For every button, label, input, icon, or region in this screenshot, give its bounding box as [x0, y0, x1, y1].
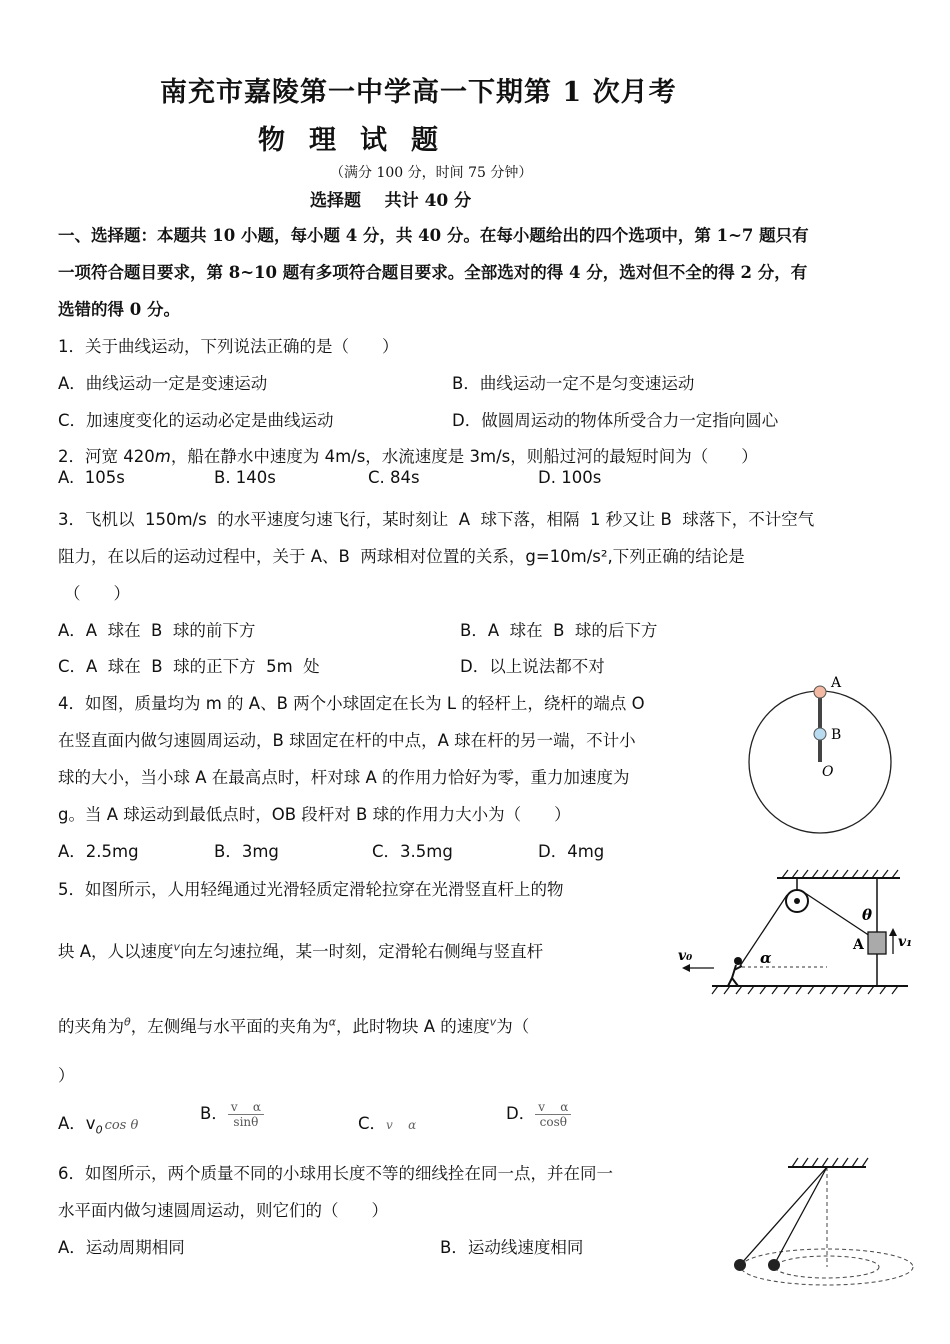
- q4-line-1: 4．如图，质量均为 m 的 A、B 两个小球固定在长为 L 的轻杆上，绕杆的端点 O: [58, 694, 645, 713]
- q5-option-d-label: D．: [506, 1104, 536, 1123]
- q5-option-b-den: sinθ: [233, 1115, 259, 1129]
- q2-option-c: C. 84s: [368, 468, 420, 487]
- q1-option-d: D．做圆周运动的物体所受合力一定指向圆心: [452, 411, 779, 430]
- q6-option-a: A．运动周期相同: [58, 1238, 185, 1257]
- q5-option-b-num: v α: [228, 1100, 264, 1115]
- q2-stem: [58, 443, 758, 467]
- q3-option-d: D．以上说法都不对: [460, 657, 605, 676]
- q5-v0-arrowhead: [682, 964, 690, 972]
- q5-line-3a: 的夹角为: [58, 1017, 124, 1036]
- q5-option-c-label: C．: [358, 1114, 387, 1133]
- q3-option-c: C．A 球在 B 球的正下方 5m 处: [58, 657, 320, 676]
- section-title: 选择题 共计 40 分: [310, 191, 472, 211]
- q1-option-c: C．加速度变化的运动必定是曲线运动: [58, 411, 334, 430]
- q4-option-d: D．4mg: [538, 842, 605, 861]
- q5-line-3d: 为（: [496, 1017, 530, 1036]
- q4-option-a: A．2.5mg: [58, 842, 139, 861]
- q5-pulley-figure: [672, 868, 912, 998]
- q6-ceiling-hatch: [792, 1158, 868, 1167]
- q5-rope-right: [805, 893, 873, 936]
- q5-option-d-den: cosθ: [539, 1115, 567, 1129]
- q5-symbol-v-2: v: [489, 1015, 497, 1029]
- instruction-line-3: 选错的得 0 分。: [58, 300, 180, 319]
- q5-line-1: 5．如图所示，人用轻绳通过光滑轻质定滑轮拉穿在光滑竖直杆上的物: [58, 880, 564, 899]
- q5-v0-label: v₀: [678, 948, 693, 964]
- q5-line-2b: 向左匀速拉绳，某一时刻，定滑轮右侧绳与竖直杆: [180, 942, 544, 961]
- q6-conical-pendulum-figure: [722, 1155, 922, 1305]
- q2-stem-b: ，船在静水中速度为 4m/s，水流速度是 3m/s，则船过河的最短时间为（ ）: [170, 447, 758, 466]
- q2-stem-m: m: [154, 447, 171, 466]
- q2-stem-a: 2．河宽 420: [58, 447, 155, 466]
- q5-option-b-label: B．: [200, 1104, 228, 1123]
- q3-line-1: 3．飞机以 150m/s 的水平速度匀速飞行，某时刻让 A 球下落，相隔 1 秒又让 B 球落下，不计空气: [58, 510, 815, 529]
- q5-line-3c: ，此时物块 A 的速度: [336, 1017, 490, 1036]
- q1-option-b: B．曲线运动一定不是匀变速运动: [452, 374, 695, 393]
- q4-option-b: B．3mg: [214, 842, 279, 861]
- q5-v1-label: v₁: [898, 934, 913, 950]
- q2-option-b: B. 140s: [214, 468, 276, 487]
- q5-line-2: [58, 938, 543, 962]
- q4-label-b: B: [831, 727, 842, 743]
- q4-line-3: 球的大小，当小球 A 在最高点时，杆对球 A 的作用力恰好为零，重力加速度为: [58, 768, 630, 787]
- q4-line-4: g。当 A 球运动到最低点时，OB 段杆对 B 球的作用力大小为（ ）: [58, 805, 571, 824]
- q5-option-a-label: A．v: [58, 1114, 96, 1133]
- q6-option-b: B．运动线速度相同: [440, 1238, 584, 1257]
- q6-ball-2: [768, 1259, 780, 1271]
- q3-line-2: 阻力，在以后的运动过程中，关于 A、B 两球相对位置的关系，g=10m/s²,下列正确的结论是: [58, 547, 745, 566]
- q4-ball-a: [814, 686, 826, 698]
- q4-ball-b: [814, 728, 826, 740]
- q5-person-head: [734, 957, 742, 965]
- q5-symbol-alpha: α: [328, 1015, 336, 1029]
- q5-option-c-text: v α: [386, 1118, 417, 1132]
- exam-subtitle: （满分 100 分，时间 75 分钟）: [330, 165, 533, 181]
- q5-option-c: [358, 1110, 416, 1134]
- q3-line-3: （ ）: [64, 584, 130, 603]
- q5-option-d: [506, 1100, 571, 1129]
- q5-symbol-theta: θ: [124, 1015, 131, 1029]
- q4-line-2: 在竖直面内做匀速圆周运动，B 球固定在杆的中点，A 球在杆的另一端，不计小: [58, 731, 636, 750]
- q5-line-3b: ，左侧绳与水平面的夹角为: [130, 1017, 329, 1036]
- q5-option-b: [200, 1100, 264, 1129]
- q1-stem: 1．关于曲线运动，下列说法正确的是（ ）: [58, 337, 399, 356]
- q5-symbol-v: v: [173, 940, 181, 954]
- q5-option-a: [58, 1110, 138, 1136]
- q5-person-body: [728, 965, 742, 986]
- q5-option-a-den: cos θ: [104, 1118, 139, 1133]
- q2-option-a: A. 105s: [58, 468, 125, 487]
- q5-line-3: [58, 1013, 529, 1037]
- q4-label-a: A: [831, 675, 842, 691]
- q5-pulley-axle: [794, 898, 800, 904]
- q4-label-o: O: [822, 764, 834, 780]
- q5-line-4: ）: [58, 1066, 75, 1085]
- q6-string-long: [740, 1167, 827, 1265]
- q1-option-a: A．曲线运动一定是变速运动: [58, 374, 268, 393]
- q4-option-c: C．3.5mg: [372, 842, 453, 861]
- school-title: 南充市嘉陵第一中学高一下期第 1 次月考: [160, 77, 677, 108]
- instruction-line-1: 一、选择题：本题共 10 小题，每小题 4 分，共 40 分。在每小题给出的四个选项中，第 1~7 题只有: [58, 226, 809, 245]
- q3-option-b: B．A 球在 B 球的后下方: [460, 621, 658, 640]
- q6-ball-1: [734, 1259, 746, 1271]
- q5-theta-label: θ: [862, 906, 873, 924]
- q5-alpha-label: α: [760, 949, 772, 967]
- q5-block-a: [868, 932, 886, 954]
- q3-option-a: A．A 球在 B 球的前下方: [58, 621, 256, 640]
- q5-block-label: A: [853, 937, 864, 953]
- q5-ceiling-hatch: [782, 870, 898, 878]
- q2-option-d: D. 100s: [538, 468, 602, 487]
- q4-circle-figure: [740, 670, 910, 840]
- q5-ground-hatch: [712, 986, 898, 994]
- q5-option-a-sub: 0: [95, 1123, 103, 1137]
- q5-line-2a: 块 A，人以速度: [58, 942, 174, 961]
- q6-line-1: 6．如图所示，两个质量不同的小球用长度不等的细线拴在同一点，并在同一: [58, 1164, 613, 1183]
- q5-v1-arrowhead: [889, 928, 897, 936]
- instruction-line-2: 一项符合题目要求，第 8~10 题有多项符合题目要求。全部选对的得 4 分，选对但不全的得 2 分，有: [58, 263, 808, 282]
- subject-title: 物理试题: [258, 125, 462, 156]
- q5-option-d-num: v α: [535, 1100, 571, 1115]
- q6-line-2: 水平面内做匀速圆周运动，则它们的（ ）: [58, 1201, 388, 1220]
